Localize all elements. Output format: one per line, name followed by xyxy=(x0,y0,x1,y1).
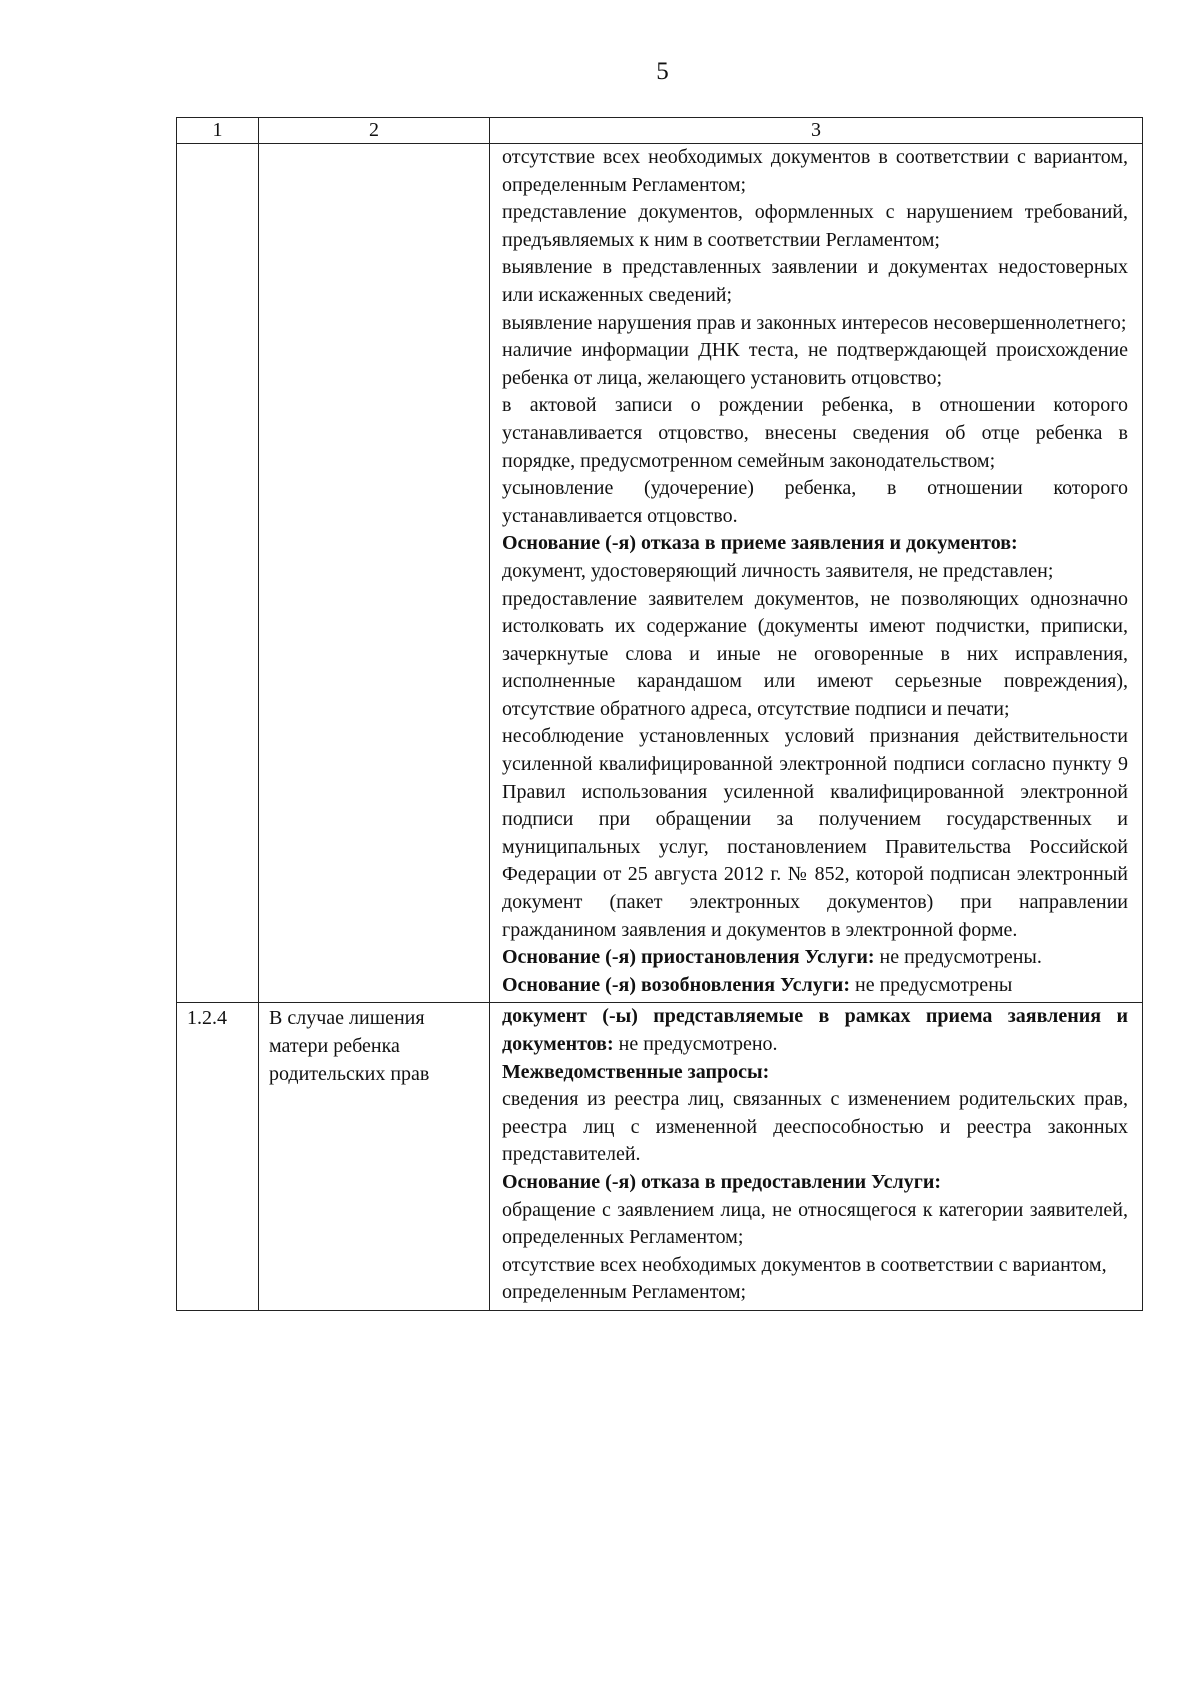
paragraph: несоблюдение установленных условий признания действительности усиленной квалифицированной электронной подписи согласно пункту 9 Правил использования усиленной квалифицированной электронной подписи при обращении за получением государственных и муниципальных услуг, постановлением Правительства Российской Федерации от 25 августа 2012 г. № 852, которой подписан электронный документ (пакет электронных документов) при направлении гражданином заявления и документов в электронной форме. xyxy=(502,725,1128,941)
row2-description: В случае лишения матери ребенка родительских прав xyxy=(259,1003,490,1311)
table-header-row xyxy=(177,118,1143,144)
paragraph: документ, удостоверяющий личность заявителя, не представлен; xyxy=(502,559,1054,582)
paragraph: в актовой записи о рождении ребенка, в отношении которого устанавливается отцовство, внесены сведения об отце ребенка в порядке, предусмотренном семейным законодательством; xyxy=(502,394,1128,472)
header-col-1: 1 xyxy=(177,118,259,144)
paragraph: наличие информации ДНК теста, не подтверждающей происхождение ребенка от лица, желающего установить отцовство; xyxy=(502,339,1128,389)
paragraph: сведения из реестра лиц, связанных с изменением родительских прав, реестра лиц с измененной дееспособностью и реестра законных представителей. xyxy=(502,1088,1128,1166)
header-col-3: 3 xyxy=(490,118,1143,144)
paragraph: обращение с заявлением лица, не относящегося к категории заявителей, определенных Регламентом; xyxy=(502,1198,1128,1249)
row1-description xyxy=(259,144,490,1003)
row1-number xyxy=(177,144,259,1003)
paragraph: усыновление (удочерение) ребенка, в отношении которого устанавливается отцовство. xyxy=(502,477,1128,527)
paragraph: отсутствие всех необходимых документов в соответствии с вариантом, определенным Регламентом; xyxy=(502,1253,1107,1304)
paragraph: предоставление заявителем документов, не позволяющих однозначно истолковать их содержание (документы имеют подчистки, приписки, зачеркнутые слова и иные не оговоренные в них исправления, исполненные карандашом или имеют серьезные повреждения), отсутствие обратного адреса, отсутствие подписи и печати; xyxy=(502,587,1128,720)
page-number: 5 xyxy=(656,58,669,85)
regulation-table xyxy=(176,117,1143,1311)
section-heading: документ (-ы) представляемые в рамках приема заявления и документов: не предусмотрено. xyxy=(502,1005,1128,1055)
table-row xyxy=(177,144,1143,1003)
row1-content xyxy=(490,144,1143,1003)
section-heading: Межведомственные запросы: xyxy=(502,1060,770,1083)
paragraph: отсутствие всех необходимых документов в соответствии с вариантом, определенным Регламентом; xyxy=(502,146,1128,196)
row2-content xyxy=(490,1003,1143,1311)
header-col-2: 2 xyxy=(259,118,490,144)
paragraph: представление документов, оформленных с нарушением требований, предъявляемых к ним в соответствии Регламентом; xyxy=(502,201,1128,251)
paragraph: выявление нарушения прав и законных интересов несовершеннолетнего; xyxy=(502,311,1127,334)
section-heading: Основание (-я) отказа в приеме заявления и документов: xyxy=(502,532,1018,555)
section-heading: Основание (-я) отказа в предоставлении Услуги: xyxy=(502,1170,942,1193)
section-heading: Основание (-я) возобновления Услуги: не предусмотрены xyxy=(502,973,1013,996)
table-row xyxy=(177,1003,1143,1311)
section-heading: Основание (-я) приостановления Услуги: не предусмотрены. xyxy=(502,946,1042,969)
paragraph: выявление в представленных заявлении и документах недостоверных или искаженных сведений; xyxy=(502,256,1128,306)
row2-number: 1.2.4 xyxy=(177,1003,259,1311)
